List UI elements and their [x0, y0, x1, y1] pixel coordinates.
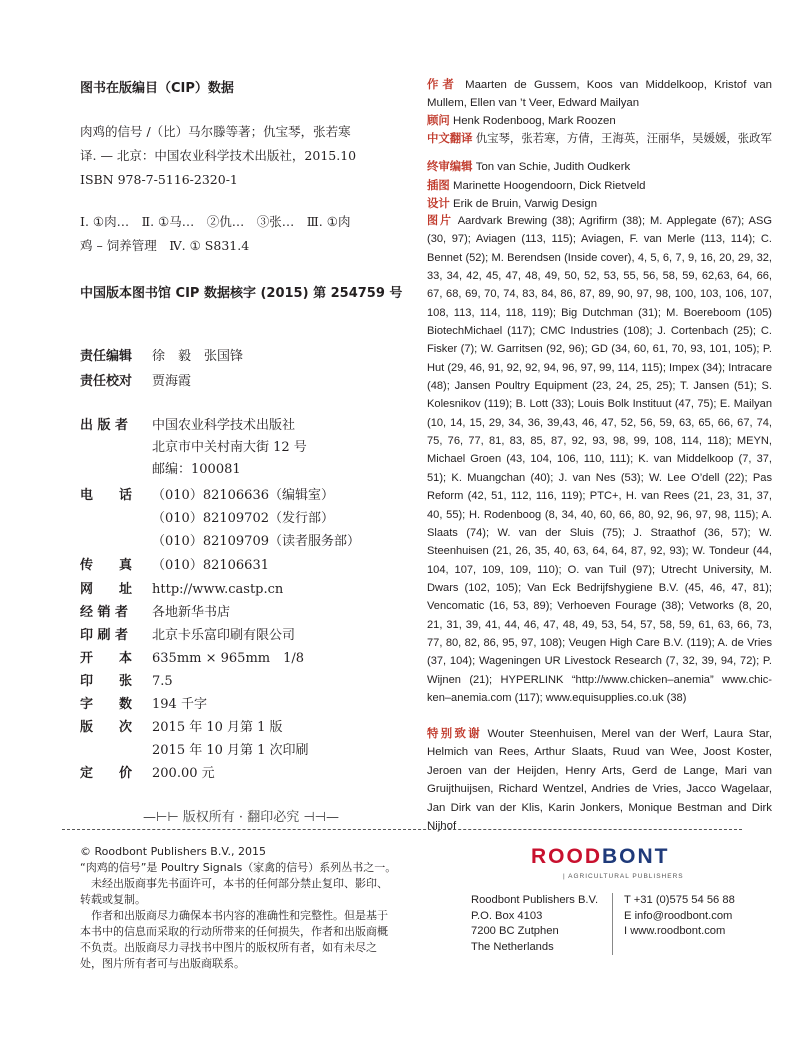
publisher-address: 北京市中关村南大街 12 号	[152, 440, 307, 455]
publisher-row	[80, 416, 295, 435]
photos-label: 图片	[427, 214, 453, 227]
rights-text: 版权所有 · 翻印必究	[182, 810, 300, 825]
footer-series: “肉鸡的信号”是 Poultry Signals（家禽的信号）系列丛书之一。	[80, 861, 397, 874]
cip-data-number: 中国版本图书馆 CIP 数据核字 (2015) 第 254759 号	[80, 286, 403, 301]
thanks-value: Wouter Steenhuisen, Merel van der Werf, Laura Star, Helmich van Rees, Arthur Slaats, Ruud van Wee, Joost Koster, Jeroen van der Heijden, Henry Arts, Gerd de Lange, Mari van Gruijthuijsen, Richard Wentzel, Andries de Vries, Jacco Wagelaar, Jan Dirk van der Klis, Karin Jonkers, Monique Bestman and Dirk Nijhof	[427, 728, 773, 833]
translator-value: 仇宝琴，张若寒，方倩，王海英，汪丽华，吴媛媛，张政军	[475, 133, 772, 145]
website-link[interactable]: http://www.castp.cn	[152, 582, 284, 597]
address-line: Roodbont Publishers B.V.	[471, 894, 599, 906]
cip-isbn: ISBN 978-7-5116-2320-1	[80, 172, 238, 187]
credit-photos	[427, 212, 772, 707]
sheets-row	[80, 672, 173, 691]
edition-label: 版 次	[80, 720, 133, 735]
publisher-postcode: 邮编：100081	[152, 462, 241, 477]
distributor-value: 各地新华书店	[152, 605, 231, 620]
translator-label: 中文翻译	[427, 131, 473, 145]
fax-row	[80, 556, 269, 575]
contact-block	[624, 893, 735, 940]
phone-label: 电 话	[80, 488, 133, 503]
editor-value: 徐 毅 张国锋	[152, 349, 244, 364]
cip-title: 图书在版编目（CIP）数据	[80, 81, 234, 96]
price-row	[80, 764, 215, 783]
advisor-label: 顾问	[427, 113, 450, 127]
logo-part-1: ROOD	[531, 845, 602, 868]
contact-email[interactable]: E info@roodbont.com	[624, 909, 733, 922]
edition-row	[80, 718, 283, 737]
proof-label: 责任校对	[80, 374, 133, 389]
printer-row	[80, 626, 295, 645]
cip-line-1: 肉鸡的信号 /（比）马尔滕等著；仇宝琴，张若寒	[80, 124, 351, 139]
publisher-label: 出 版 者	[80, 418, 129, 433]
words-label: 字 数	[80, 697, 133, 712]
final-editor-value: Ton van Schie, Judith Oudkerk	[475, 161, 631, 173]
address-line: 7200 BC Zutphen	[471, 925, 559, 937]
authors-label: 作者	[427, 77, 458, 91]
contact-phone: T +31 (0)575 54 56 88	[624, 894, 735, 906]
distributor-row	[80, 603, 230, 622]
authors-value: Maarten de Gussem, Koos van Middelkoop, Kristof van Mullem, Ellen van ’t Veer, Edward Mailyan	[427, 79, 772, 110]
address-line: The Netherlands	[471, 940, 554, 953]
rights-reserved	[143, 806, 339, 825]
sheets-value: 7.5	[152, 674, 173, 689]
price-value: 200.00 元	[152, 766, 215, 781]
editor-label: 责任编辑	[80, 349, 133, 364]
proof-row	[80, 372, 191, 391]
cip-line-2: 译. — 北京：中国农业科学技术出版社，2015.10	[80, 148, 357, 163]
design-label: 设计	[427, 196, 450, 210]
sheets-label: 印 张	[80, 674, 133, 689]
address-line: P.O. Box 4103	[471, 909, 543, 922]
editor-row	[80, 347, 243, 366]
format-row	[80, 649, 304, 668]
distributor-label: 经 销 者	[80, 605, 129, 620]
words-value: 194 千字	[152, 697, 207, 712]
publisher-name: 中国农业科学技术出版社	[152, 418, 296, 433]
cip-class-line-2: 鸡 – 饲养管理 Ⅳ. ① S831.4	[80, 238, 250, 253]
fax-label: 传 真	[80, 558, 133, 573]
edition-1: 2015 年 10 月第 1 版	[152, 720, 283, 735]
address-divider	[612, 893, 613, 955]
logo-part-2: BONT	[602, 845, 670, 868]
phone-3: （010）82109709（读者服务部）	[152, 534, 360, 549]
footer-copyright: © Roodbont Publishers B.V., 2015	[80, 845, 266, 858]
publisher-address-block	[471, 893, 598, 955]
design-value: Erik de Bruin, Varwig Design	[452, 198, 598, 210]
contact-website[interactable]: I www.roodbont.com	[624, 925, 726, 937]
credit-advisor	[427, 111, 772, 130]
roodbont-logo	[531, 845, 670, 869]
website-label: 网 址	[80, 582, 133, 597]
cip-class-line-1: Ⅰ. ①肉… Ⅱ. ①马… ②仇… ③张… Ⅲ. ①肉	[80, 214, 351, 229]
credit-design	[427, 194, 772, 213]
rights-ornament-left: —⊢⊢	[143, 810, 179, 825]
illustrations-label: 插图	[427, 178, 450, 192]
credit-final-editor	[427, 157, 772, 176]
credit-translator	[427, 129, 772, 148]
advisor-value: Henk Rodenboog, Mark Roozen	[452, 115, 616, 127]
rights-ornament-right: ⊣⊣—	[303, 810, 339, 825]
phone-2: （010）82109702（发行部）	[152, 511, 334, 526]
credit-authors	[427, 75, 772, 113]
logo-subtitle: | AGRICULTURAL PUBLISHERS	[563, 873, 684, 880]
website-row	[80, 580, 283, 599]
footer-para-2: 作者和出版商尽力确保本书内容的准确性和完整性。但是基于本书中的信息而采取的行动所带来的任何损失，作者和出版商概不负责。出版商尽力寻找书中图片的版权所有者，如有未尽之处，图片所有者可与出版商联系。	[80, 909, 388, 970]
printer-value: 北京卡乐富印刷有限公司	[152, 628, 296, 643]
footer-para-1: 未经出版商事先书面许可，本书的任何部分禁止复印、影印、转载或复制。	[80, 877, 388, 906]
fax-value: （010）82106631	[152, 558, 269, 573]
credit-thanks	[427, 724, 772, 835]
format-value: 635mm × 965mm 1/8	[152, 651, 305, 666]
thanks-label: 特别致谢	[427, 726, 482, 740]
phone-1: （010）82106636（编辑室）	[152, 488, 334, 503]
final-editor-label: 终审编辑	[427, 159, 473, 173]
illustrations-value: Marinette Hoogendoorn, Dick Rietveld	[452, 180, 646, 192]
format-label: 开 本	[80, 651, 133, 666]
printer-label: 印 刷 者	[80, 628, 129, 643]
words-row	[80, 695, 207, 714]
credit-illustrations	[427, 176, 772, 195]
edition-2: 2015 年 10 月第 1 次印刷	[152, 743, 309, 758]
phone-row	[80, 486, 334, 505]
proof-value: 贾海霞	[152, 374, 192, 389]
photos-value: Aardvark Brewing (38); Agrifirm (38); M. Applegate (67); ASG (30, 97); Aviagen (113, 115); Aviagen, F. van Merle (113, 114); C. Bennet (52); M. Berendsen (Inside cover), 4, 5, 6, 7, 9, 16, 20, 29, 32, 33, 34, 42, 45, 47, 48, 49, 50, 52, 53, 55, 56, 58, 59, 62,63, 64, 66, 67, 68, 69, 70, 74, 83, 84, 86, 87, 89, 90, 97, 98, 100, 103, 106, 107, 108, 113, 114, 118, 119); Big Dutchman (31); M. Boereboom (105) BiotechMichael (117); CMC Industries (108); J. Cortenbach (25); C. Fisker (7); W. Garritsen (92, 96); GD (34, 60, 61, 70, 93, 101, 105); P. Hut (29, 46, 91, 92, 92, 94, 96, 97, 99, 114, 115); Impex (34); Intracare (48); Jansen Poultry Equipment (23, 24, 25, 25); T. Jansen (51); S. Kolesnikov (119); B. Lott (33); Louis Bolk Instituut (47, 75); E. Mailyan (10, 14, 15, 29, 34, 36, 39,43, 46, 47, 52, 56, 59, 63, 65, 66, 67, 74, 75, 76, 77, 81, 83, 85, 87, 92, 93, 98, 99, 108, 114, 118); MEYN, Michael Groen (43, 104, 106, 110, 111); K. van Middelkoop (7, 37, 51); K. Muangchan (40); J. van Nes (53); W. Lee O’dell (22); Pas Reform (42, 51, 112, 116, 119); PTC+, H. van Rees (21, 23, 31, 37, 40, 55); H. Rodenboog (8, 34, 40, 60, 66, 80, 92, 96, 97, 98, 115); A. Slaats (74); W. van der Sluis (75); J. Straathof (36, 57); W. Steenhuisen (21, 26, 35, 40, 63, 64, 64, 87, 92, 93); W. Tondeur (44, 104, 107, 109, 109, 110); O. van Tuil (97); Utrecht University, M. Dwars (102, 105); Van Eck Bedrijfshygiene B.V. (45, 46, 47, 81); Vencomatic (16, 53, 89); Verhoeven Fourage (38); Vetworks (8, 20, 21, 31, 39, 41, 44, 46, 47, 48, 49, 53, 54, 57, 58, 59, 61, 63, 66, 73, 77, 80, 82, 86, 95, 97, 108); Veugen High Care B.V. (119); A. de Vries (37, 104); Wageningen UR Livestock Research (7, 32, 39, 94, 72); P. Wijnen (21); HYPERLINK “http://www.chicken–anemia” www.chic-ken–anemia.com (117); www.equisupplies.co.uk (38)	[427, 215, 772, 704]
price-label: 定 价	[80, 766, 133, 781]
